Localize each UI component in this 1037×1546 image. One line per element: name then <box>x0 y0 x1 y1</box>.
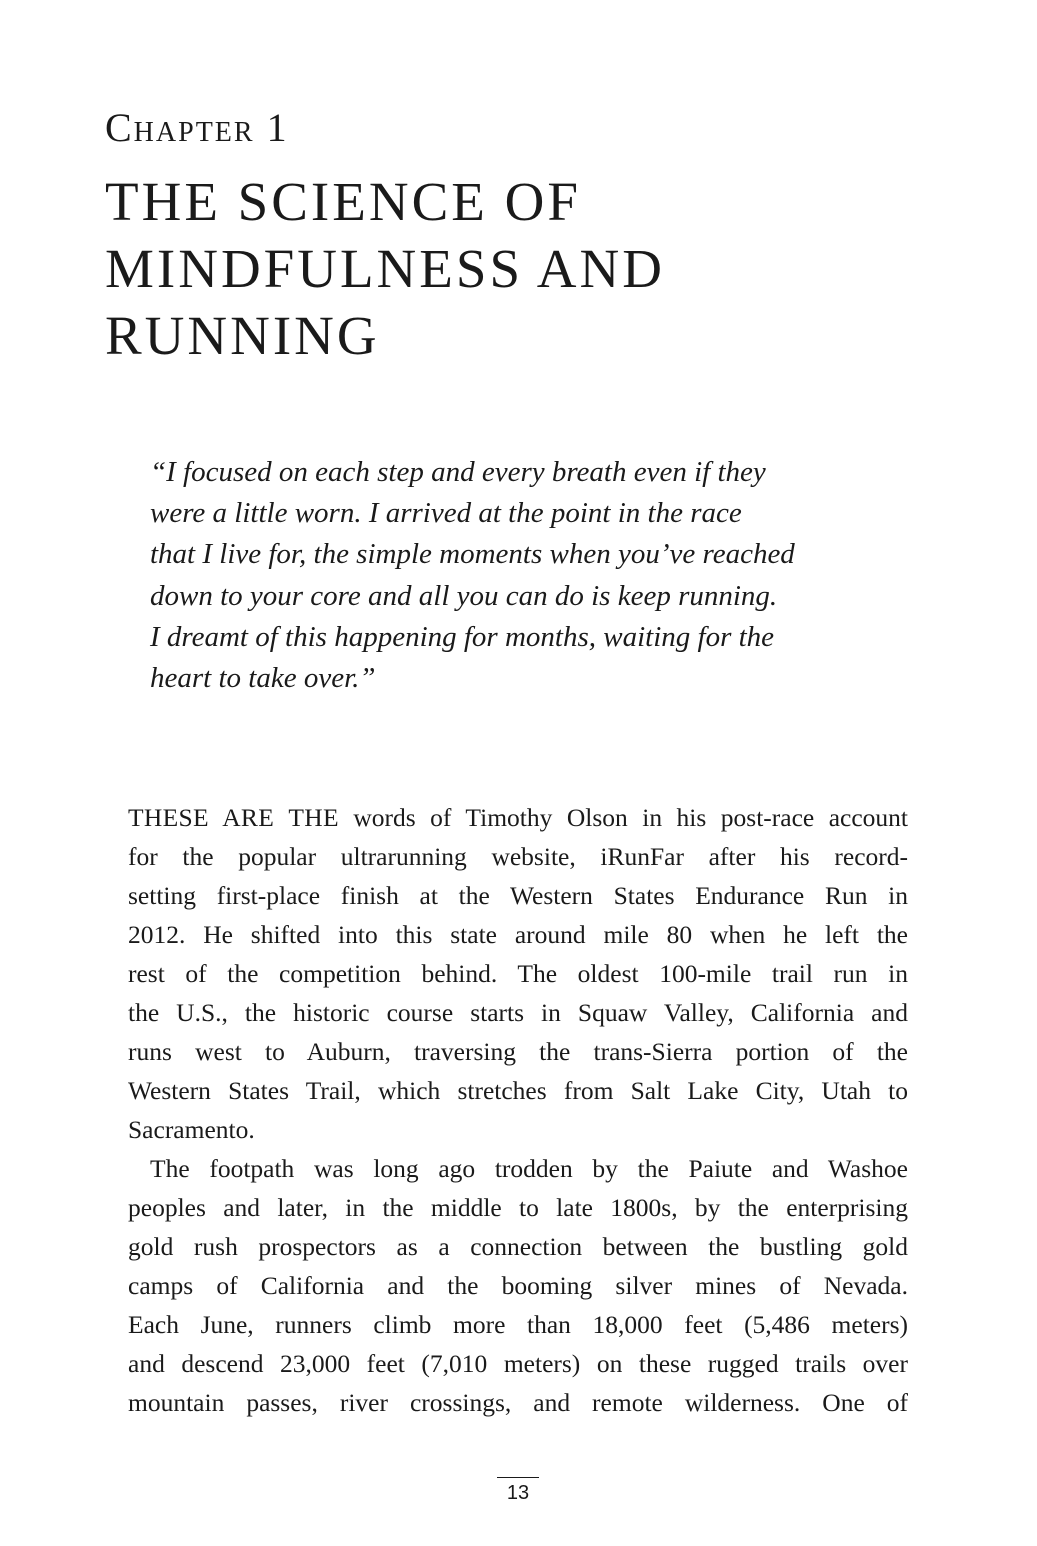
paragraph-line: setting first-place finish at the Western States Endurance Run in <box>128 881 908 910</box>
paragraph-line: rest of the competition behind. The oldest 100-mile trail run in <box>128 959 908 988</box>
epigraph-line: I dreamt of this happening for months, waiting for the <box>150 620 775 653</box>
paragraph-line: Sacramento. <box>128 1115 255 1144</box>
folio-rule <box>497 1477 539 1478</box>
paragraph-line: mountain passes, river crossings, and remote wilderness. One of <box>128 1388 908 1417</box>
paragraph-line: The footpath was long ago trodden by the Paiute and Washoe <box>150 1154 908 1183</box>
chapter-title-line: THE SCIENCE OF <box>105 171 581 232</box>
paragraph-line: peoples and later, in the middle to late 1800s, by the enterprising <box>128 1193 908 1222</box>
paragraph-line: the U.S., the historic course starts in Squaw Valley, California and <box>128 998 908 1027</box>
paragraph-line: runs west to Auburn, traversing the trans-Sierra portion of the <box>128 1037 908 1066</box>
epigraph-line: down to your core and all you can do is keep running. <box>150 579 778 612</box>
page-number: 13 <box>506 1482 530 1504</box>
paragraph-line: camps of California and the booming silver mines of Nevada. <box>128 1271 908 1300</box>
epigraph-line: heart to take over.” <box>150 662 376 695</box>
paragraph <box>128 798 908 1149</box>
paragraph-line: and descend 23,000 feet (7,010 meters) on these rugged trails over <box>128 1349 908 1378</box>
paragraph-line: Western States Trail, which stretches from Salt Lake City, Utah to <box>128 1076 908 1105</box>
paragraph-line: for the popular ultrarunning website, iRunFar after his record- <box>128 842 908 871</box>
chapter-title-line: RUNNING <box>105 305 380 366</box>
body-text <box>128 798 908 1422</box>
chapter-label: Chapter 1 <box>105 105 289 150</box>
paragraph-line: 2012. He shifted into this state around mile 80 when he left the <box>128 920 908 949</box>
paragraph-line: Each June, runners climb more than 18,000 feet (5,486 meters) <box>128 1310 908 1339</box>
chapter-title <box>105 168 865 369</box>
first-line-text: words of Timothy Olson in his post-race account <box>353 803 908 832</box>
epigraph-line: “I focused on each step and every breath even if they <box>150 456 766 488</box>
paragraph-line: gold rush prospectors as a connection between the bustling gold <box>128 1232 908 1261</box>
paragraph-line <box>128 798 908 837</box>
epigraph-quote <box>150 452 910 699</box>
chapter-title-line: MINDFULNESS AND <box>105 238 665 299</box>
run-in-caps: THESE ARE THE <box>128 803 339 832</box>
epigraph-line: that I live for, the simple moments when you’ve reached <box>150 538 795 571</box>
paragraph <box>128 1149 908 1422</box>
epigraph-line: were a little worn. I arrived at the point in the race <box>150 497 742 530</box>
